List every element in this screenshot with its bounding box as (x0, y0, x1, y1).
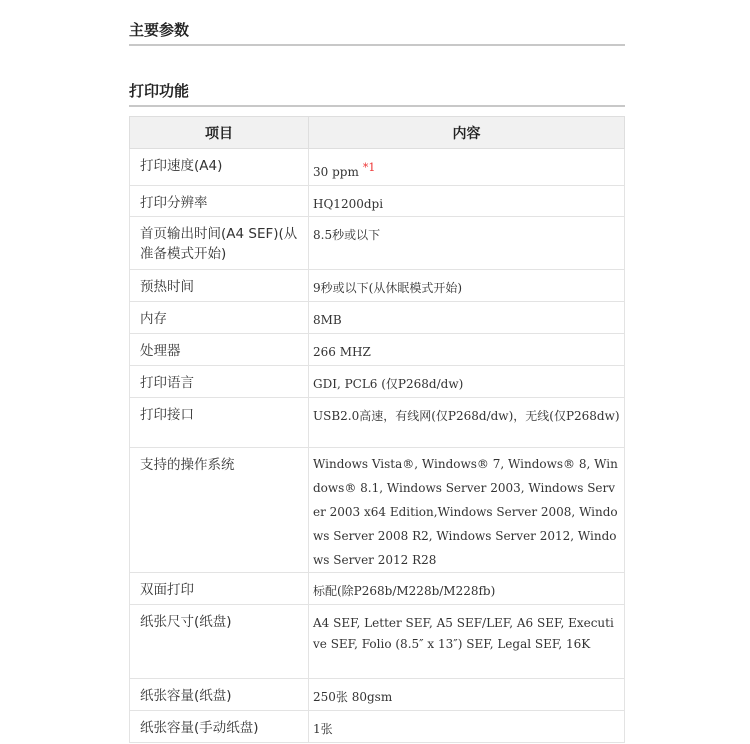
row-item: 首页输出时间(A4 SEF)(从准备模式开始) (130, 217, 309, 270)
row-item: 支持的操作系统 (130, 448, 309, 573)
row-item: 纸张容量(纸盘) (130, 679, 309, 711)
table-row (130, 302, 625, 334)
table-row (130, 679, 625, 711)
row-content: 9秒或以下(从休眠模式开始) (309, 270, 625, 302)
table-row (130, 217, 625, 270)
row-item: 打印速度(A4) (130, 149, 309, 186)
row-content: USB2.0高速，有线网(仅P268d/dw)，无线(仅P268dw) (309, 398, 625, 448)
header-content: 内容 (309, 117, 625, 149)
row-content-text: 30 ppm (313, 165, 359, 179)
table-header-row (130, 117, 625, 149)
row-item: 打印语言 (130, 366, 309, 398)
table-row (130, 398, 625, 448)
row-content: Windows Vista®, Windows® 7, Windows® 8, Windows® 8.1, Windows Server 2003, Windows Server 2003 x64 Edition,Windows Server 2008, Windows Server 2008 R2, Windows Server 2012, Windows Server 2012 R28 (309, 448, 625, 573)
header-item: 项目 (130, 117, 309, 149)
table-row (130, 448, 625, 573)
row-item: 双面打印 (130, 573, 309, 605)
table-row (130, 605, 625, 679)
row-content: 266 MHZ (309, 334, 625, 366)
table-row (130, 334, 625, 366)
row-item: 处理器 (130, 334, 309, 366)
table-row (130, 711, 625, 743)
row-content: 1张 (309, 711, 625, 743)
row-content: HQ1200dpi (309, 186, 625, 217)
table-row (130, 186, 625, 217)
table-row (130, 149, 625, 186)
row-content (309, 149, 625, 186)
row-item: 纸张尺寸(纸盘) (130, 605, 309, 679)
row-content: 标配(除P268b/M228b/M228fb) (309, 573, 625, 605)
table-row (130, 366, 625, 398)
row-item: 预热时间 (130, 270, 309, 302)
row-content: 250张 80gsm (309, 679, 625, 711)
table-row (130, 270, 625, 302)
row-content: 8MB (309, 302, 625, 334)
footnote-marker[interactable]: *1 (362, 161, 376, 174)
table-row (130, 573, 625, 605)
row-content: GDI, PCL6 (仅P268d/dw) (309, 366, 625, 398)
row-item: 打印接口 (130, 398, 309, 448)
section-title-print-function: 打印功能 (129, 77, 625, 107)
spec-table (129, 116, 625, 743)
row-item: 纸张容量(手动纸盘) (130, 711, 309, 743)
row-content: 8.5秒或以下 (309, 217, 625, 270)
row-item: 打印分辨率 (130, 186, 309, 217)
section-title-main-params: 主要参数 (129, 16, 625, 46)
row-content: A4 SEF, Letter SEF, A5 SEF/LEF, A6 SEF, Executive SEF, Folio (8.5″ x 13″) SEF, Legal SEF, 16K (309, 605, 625, 679)
row-item: 内存 (130, 302, 309, 334)
